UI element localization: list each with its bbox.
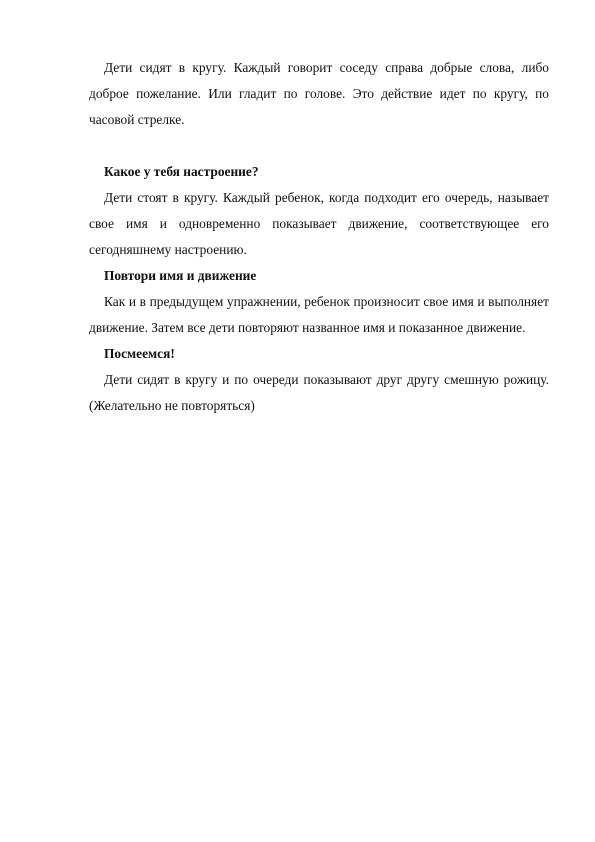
heading-laugh-game: Посмеемся! — [104, 346, 175, 361]
heading-mood-game: Какое у тебя настроение? — [104, 164, 259, 179]
paragraph-compliments-game: Дети сидят в кругу. Каждый говорит соседу справа добрые слова, либо доброе пожелание. Или гладит по голове. Это действие идет по кругу, по часовой стрелке. — [89, 60, 549, 127]
paragraph-repeat-name-game: Как и в предыдущем упражнении, ребенок произносит свое имя и выполняет движение. Затем все дети повторяют названное имя и показанное движение. — [89, 294, 549, 335]
paragraph-laugh-game: Дети сидят в кругу и по очереди показывают друг другу смешную рожицу. (Желательно не повторяться) — [89, 372, 549, 413]
heading-repeat-name-game: Повтори имя и движение — [104, 268, 257, 283]
document-body — [89, 55, 549, 419]
paragraph-spacer — [89, 133, 549, 159]
paragraph-mood-game: Дети стоят в кругу. Каждый ребенок, когда подходит его очередь, называет свое имя и одновременно показывает движение, соответствующее его сегодняшнему настроению. — [89, 190, 549, 257]
